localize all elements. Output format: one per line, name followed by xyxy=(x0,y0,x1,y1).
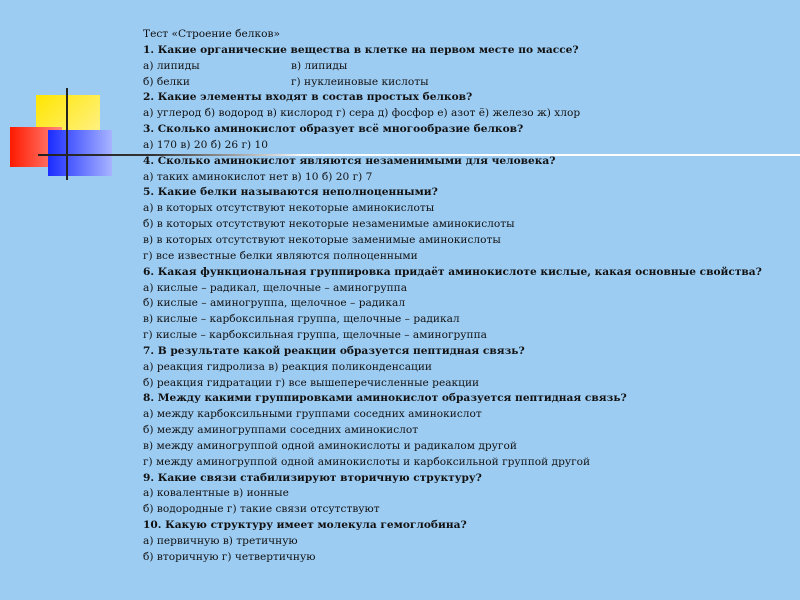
answer-option: а) первичную в) третичную xyxy=(143,535,298,547)
answer-option: а) в которых отсутствуют некоторые аминокислоты xyxy=(143,202,435,215)
test-content xyxy=(143,27,793,566)
question-text: 6. Какая функциональная группировка придаёт аминокислоте кислые, какая основные свойства? xyxy=(143,265,762,278)
answer-line xyxy=(143,75,793,91)
decor-blue-square xyxy=(48,130,112,176)
answer-option: а) реакция гидролиза в) реакция поликонденсации xyxy=(143,360,432,373)
answer-line xyxy=(143,360,793,376)
question-text: 10. Какую структуру имеет молекула гемоглобина? xyxy=(143,519,467,532)
answer-line xyxy=(143,170,793,186)
answer-option: в) липиды xyxy=(291,59,348,72)
answer-option: в) кислые – карбоксильная группа, щелочные – радикал xyxy=(143,313,460,326)
answer-line xyxy=(143,296,793,312)
answer-option: б) белки xyxy=(143,75,190,88)
answer-option: г) все известные белки являются полноценными xyxy=(143,249,418,262)
answer-option: в) между аминогруппой одной аминокислоты и радикалом другой xyxy=(143,439,517,452)
answer-option: г) нуклеиновые кислоты xyxy=(291,75,429,88)
answer-line xyxy=(143,59,793,75)
answer-option: б) в которых отсутствуют некоторые незаменимые аминокислоты xyxy=(143,218,515,231)
question-text: 4. Сколько аминокислот являются незаменимыми для человека? xyxy=(143,154,556,167)
answer-option: а) углерод б) водород в) кислород г) сера д) фосфор е) азот ё) железо ж) хлор xyxy=(143,107,581,120)
answer-line xyxy=(143,502,793,518)
answer-line xyxy=(143,138,793,154)
answer-line xyxy=(143,312,793,328)
answer-option: а) кислые – радикал, щелочные – аминогруппа xyxy=(143,281,408,294)
answer-line xyxy=(143,281,793,297)
answer-line xyxy=(143,233,793,249)
answer-option: а) липиды xyxy=(143,59,200,72)
answer-line xyxy=(143,407,793,423)
answer-line xyxy=(143,455,793,471)
question-text: 5. Какие белки называются неполноценными? xyxy=(143,186,438,199)
answer-option: г) кислые – карбоксильная группа, щелочные – аминогруппа xyxy=(143,329,487,342)
answer-line xyxy=(143,439,793,455)
question-text: 9. Какие связи стабилизируют вторичную структуру? xyxy=(143,471,482,484)
question-text: 2. Какие элементы входят в состав простых белков? xyxy=(143,91,473,104)
question-text: 1. Какие органические вещества в клетке на первом месте по массе? xyxy=(143,43,579,56)
answer-option: б) кислые – аминогруппа, щелочное – радикал xyxy=(143,297,406,310)
answer-option: б) между аминогруппами соседних аминокислот xyxy=(143,424,419,437)
answer-line xyxy=(143,217,793,233)
question-text: 7. В результате какой реакции образуется пептидная связь? xyxy=(143,344,525,357)
decor-vertical-line xyxy=(66,88,68,180)
answer-line xyxy=(143,550,793,566)
answer-option: а) ковалентные в) ионные xyxy=(143,487,289,500)
answer-option: в) в которых отсутствуют некоторые заменимые аминокислоты xyxy=(143,233,501,246)
answer-line xyxy=(143,423,793,439)
answer-line xyxy=(143,249,793,265)
answer-option: а) между карбоксильными группами соседних аминокислот xyxy=(143,408,482,421)
answer-option: а) 170 в) 20 б) 26 г) 10 xyxy=(143,138,268,151)
answer-line xyxy=(143,328,793,344)
test-title: Тест «Строение белков» xyxy=(143,28,280,40)
question-text: 8. Между какими группировками аминокислот образуется пептидная связь? xyxy=(143,392,627,405)
answer-line xyxy=(143,534,793,550)
answer-line xyxy=(143,201,793,217)
answer-option: а) таких аминокислот нет в) 10 б) 20 г) 7 xyxy=(143,170,373,183)
answer-line xyxy=(143,376,793,392)
answer-option: б) реакция гидратации г) все вышеперечисленные реакции xyxy=(143,376,480,389)
answer-option: б) вторичную г) четвертичную xyxy=(143,550,316,563)
answer-option: б) водородные г) такие связи отсутствуют xyxy=(143,503,380,516)
answer-line xyxy=(143,486,793,502)
answer-option: г) между аминогруппой одной аминокислоты и карбоксильной группой другой xyxy=(143,455,591,468)
answer-line xyxy=(143,106,793,122)
question-text: 3. Сколько аминокислот образует всё многообразие белков? xyxy=(143,123,524,136)
